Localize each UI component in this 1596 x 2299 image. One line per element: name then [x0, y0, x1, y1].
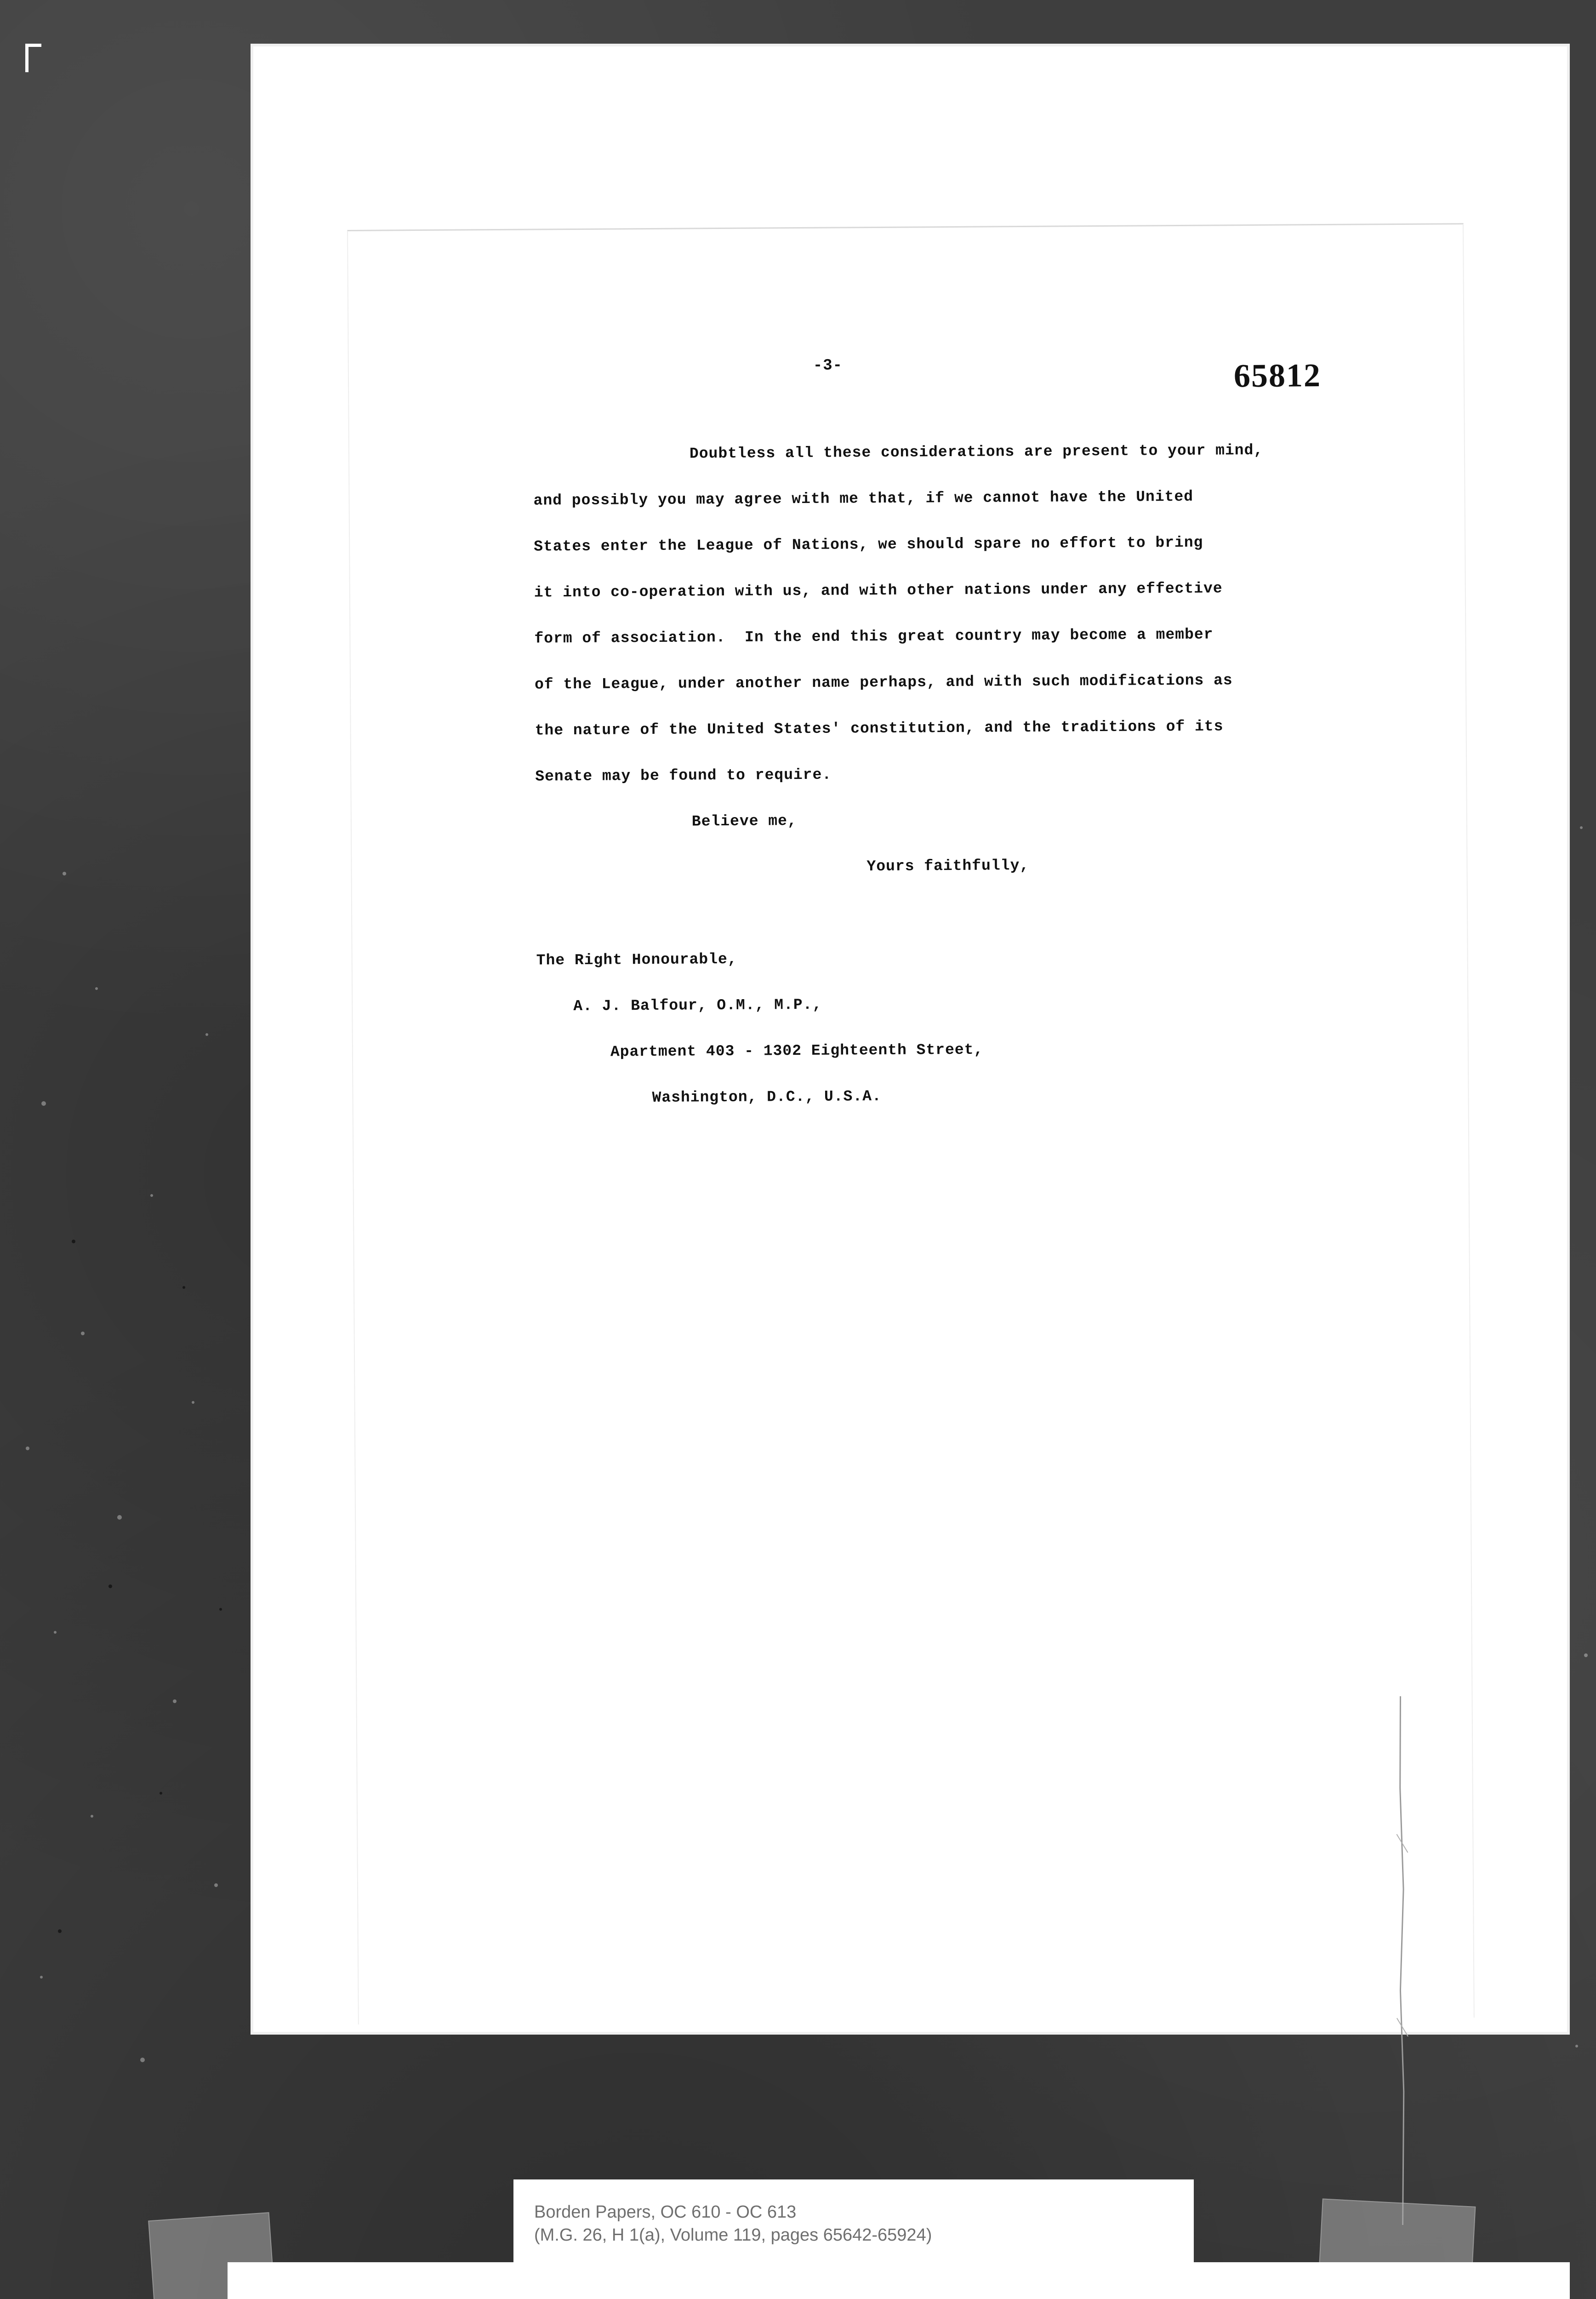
- paragraph-line: the nature of the United States' constitution, and the traditions of its: [535, 718, 1224, 739]
- film-corner-mark: [25, 44, 41, 72]
- closing-line: Believe me,: [691, 812, 797, 830]
- page-number: -3-: [813, 357, 843, 375]
- address-line: The Right Honourable,: [536, 950, 737, 969]
- paragraph-line: States enter the League of Nations, we should spare no effort to bring: [534, 534, 1203, 555]
- paragraph-line: Senate may be found to require.: [535, 766, 832, 785]
- address-line: Washington, D.C., U.S.A.: [652, 1087, 882, 1106]
- paragraph-line: of the League, under another name perhaps, and with such modifications as: [534, 672, 1233, 693]
- archives-card: [228, 2262, 1570, 2299]
- pencil-margin-mark: [1387, 1696, 1418, 2225]
- address-line: Apartment 403 - 1302 Eighteenth Street,: [610, 1041, 984, 1061]
- signoff-line: Yours faithfully,: [866, 857, 1030, 875]
- catalog-reference: Borden Papers, OC 610 - OC 613: [534, 2202, 797, 2222]
- paragraph-line: form of association. In the end this great country may become a member: [534, 626, 1214, 647]
- document-number: 65812: [1233, 357, 1322, 395]
- paragraph-line: and possibly you may agree with me that, if we cannot have the United: [533, 488, 1194, 509]
- paragraph-line: it into co-operation with us, and with other nations under any effective: [534, 580, 1223, 601]
- letter-page: [347, 223, 1475, 2024]
- address-line: A. J. Balfour, O.M., M.P.,: [573, 996, 822, 1015]
- catalog-volume: (M.G. 26, H 1(a), Volume 119, pages 65642-65924): [534, 2225, 932, 2245]
- paragraph-line: Doubtless all these considerations are present to your mind,: [689, 441, 1264, 463]
